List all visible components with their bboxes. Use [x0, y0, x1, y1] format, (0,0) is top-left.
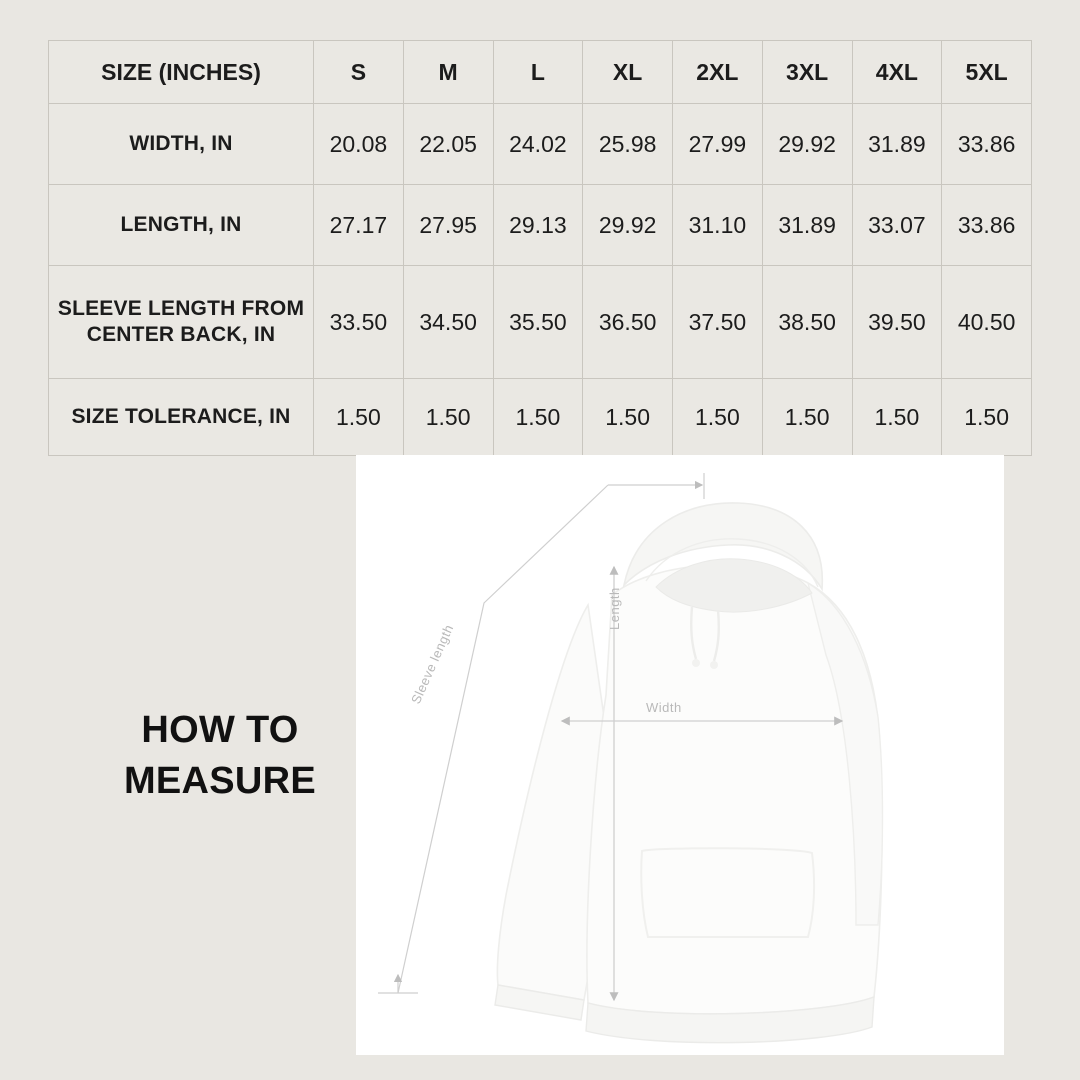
cell-width-3xl: 29.92	[762, 104, 852, 185]
hoodie-diagram-svg	[356, 455, 1004, 1055]
cell-width-5xl: 33.86	[942, 104, 1032, 185]
table-row	[49, 185, 1032, 266]
cell-length-xl: 29.92	[583, 185, 673, 266]
cell-width-2xl: 27.99	[673, 104, 763, 185]
cell-tolerance-2xl: 1.50	[673, 379, 763, 456]
row-label-width: WIDTH, IN	[49, 104, 314, 185]
table-row	[49, 104, 1032, 185]
row-label-length: LENGTH, IN	[49, 185, 314, 266]
header-size-xl: XL	[583, 41, 673, 104]
cell-sleeve-l: 35.50	[493, 266, 583, 379]
header-size-s: S	[314, 41, 404, 104]
cell-length-m: 27.95	[403, 185, 493, 266]
table-row	[49, 379, 1032, 456]
cell-width-4xl: 31.89	[852, 104, 942, 185]
cell-tolerance-4xl: 1.50	[852, 379, 942, 456]
cell-tolerance-3xl: 1.50	[762, 379, 852, 456]
cell-tolerance-5xl: 1.50	[942, 379, 1032, 456]
how-to-measure-title: HOW TO MEASURE	[123, 709, 317, 803]
hoodie-illustration	[495, 503, 883, 1043]
header-size-3xl: 3XL	[762, 41, 852, 104]
cell-length-5xl: 33.86	[942, 185, 1032, 266]
table-row	[49, 266, 1032, 379]
cell-width-xl: 25.98	[583, 104, 673, 185]
cell-sleeve-xl: 36.50	[583, 266, 673, 379]
table-header	[49, 41, 1032, 104]
cell-sleeve-3xl: 38.50	[762, 266, 852, 379]
cell-length-s: 27.17	[314, 185, 404, 266]
cell-tolerance-s: 1.50	[314, 379, 404, 456]
measure-label-width: Width	[646, 700, 682, 715]
cell-sleeve-4xl: 39.50	[852, 266, 942, 379]
cell-tolerance-m: 1.50	[403, 379, 493, 456]
cell-length-2xl: 31.10	[673, 185, 763, 266]
row-label-sleeve-length: SLEEVE LENGTH FROM CENTER BACK, IN	[49, 266, 314, 379]
cell-sleeve-5xl: 40.50	[942, 266, 1032, 379]
hoodie-measurement-image	[356, 455, 1004, 1055]
cell-sleeve-s: 33.50	[314, 266, 404, 379]
size-chart-table-container	[48, 40, 1032, 456]
header-size-m: M	[403, 41, 493, 104]
measure-label-length: Length	[607, 587, 622, 630]
header-size-4xl: 4XL	[852, 41, 942, 104]
cell-sleeve-2xl: 37.50	[673, 266, 763, 379]
cell-tolerance-xl: 1.50	[583, 379, 673, 456]
cell-width-m: 22.05	[403, 104, 493, 185]
cell-length-4xl: 33.07	[852, 185, 942, 266]
header-size-inches: SIZE (INCHES)	[49, 41, 314, 104]
table-header-row	[49, 41, 1032, 104]
cell-sleeve-m: 34.50	[403, 266, 493, 379]
cell-width-s: 20.08	[314, 104, 404, 185]
cell-length-3xl: 31.89	[762, 185, 852, 266]
row-label-size-tolerance: SIZE TOLERANCE, IN	[49, 379, 314, 456]
cell-length-l: 29.13	[493, 185, 583, 266]
size-chart-table	[48, 40, 1032, 456]
table-body	[49, 104, 1032, 456]
measure-label-sleeve-length: Sleeve length	[408, 622, 457, 707]
header-size-5xl: 5XL	[942, 41, 1032, 104]
header-size-l: L	[493, 41, 583, 104]
cell-width-l: 24.02	[493, 104, 583, 185]
cell-tolerance-l: 1.50	[493, 379, 583, 456]
header-size-2xl: 2XL	[673, 41, 763, 104]
